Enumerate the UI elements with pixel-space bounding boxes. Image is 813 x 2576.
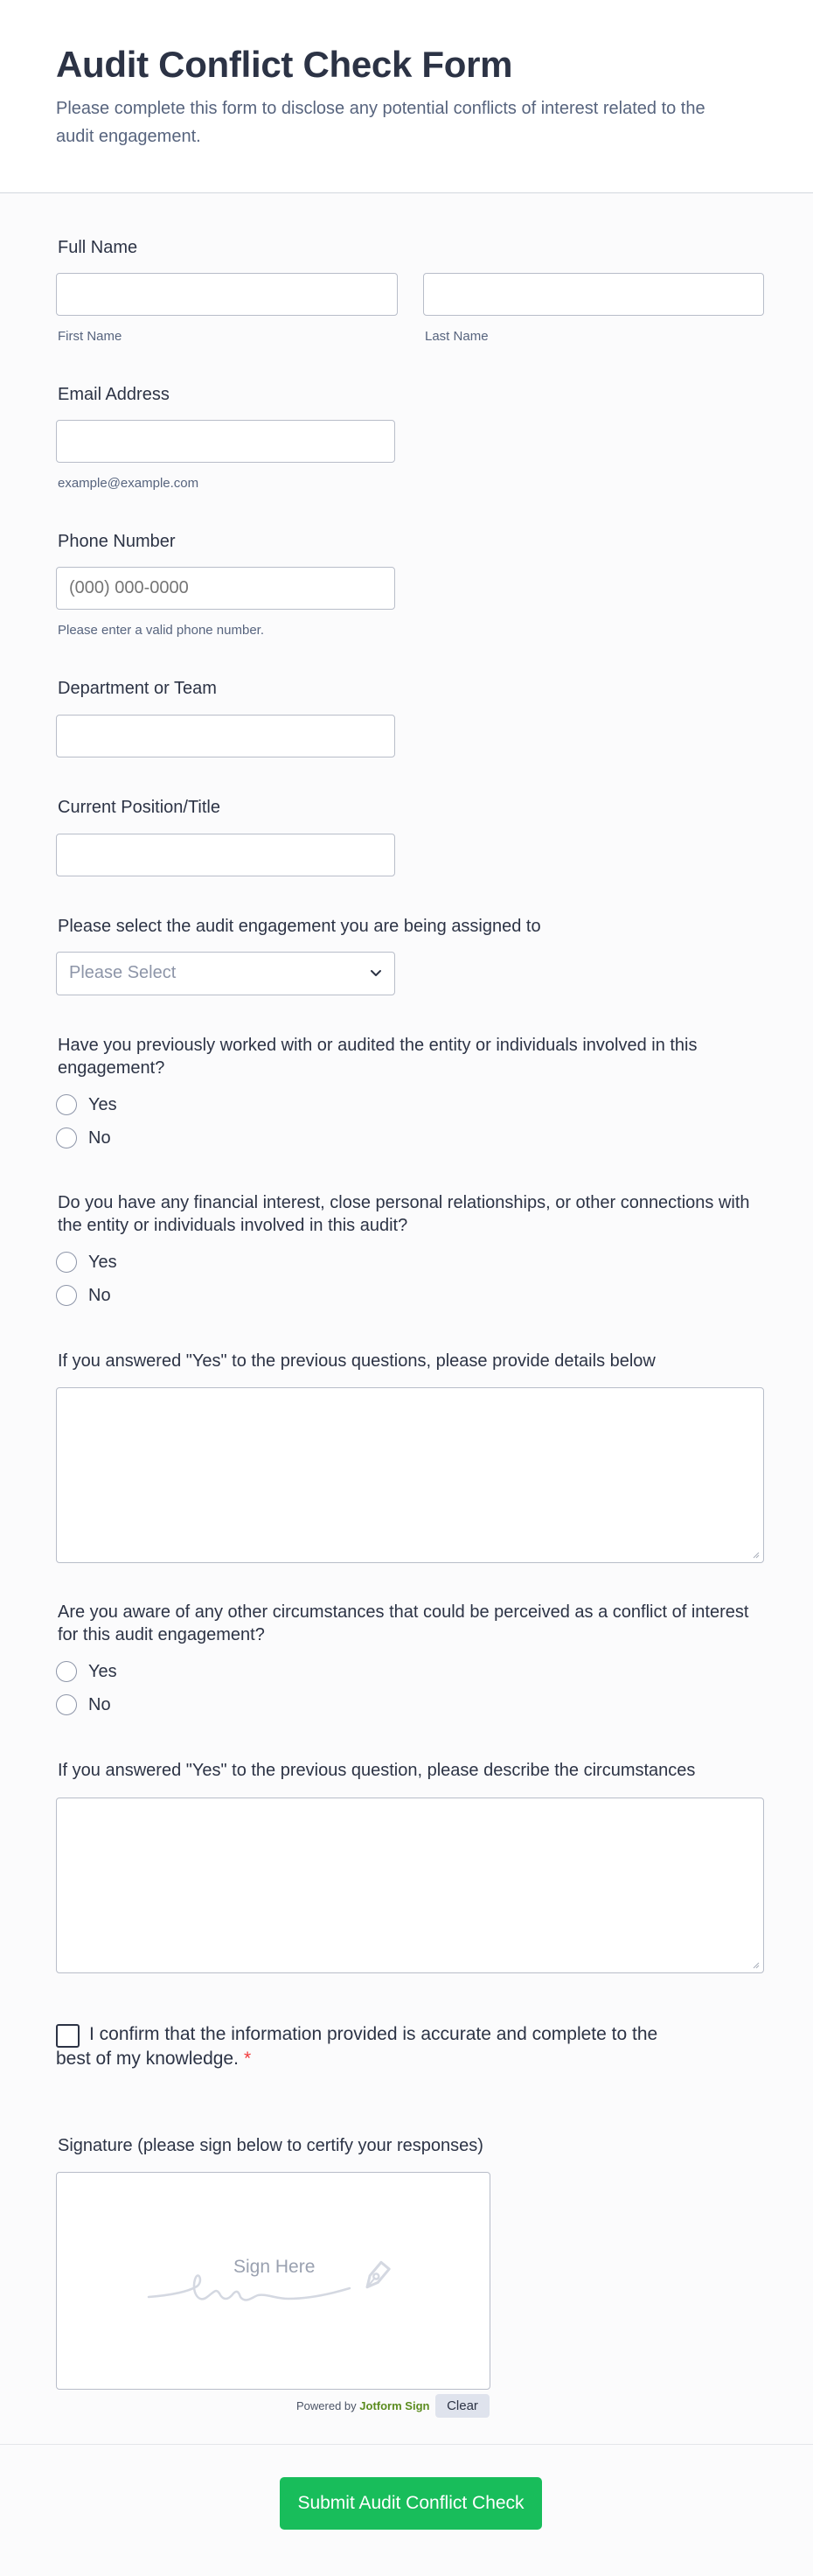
circumstances-textarea[interactable]	[56, 1798, 764, 1973]
other-circumstances-no-option[interactable]	[56, 1693, 111, 1717]
engagement-select[interactable]	[56, 952, 395, 995]
chevron-down-icon	[369, 966, 383, 980]
resize-grip-icon[interactable]	[751, 1960, 760, 1969]
confirmation-label	[56, 2022, 685, 2071]
confirmation-text: I confirm that the information provided is accurate and complete to the best of my knowledge.	[56, 2024, 658, 2069]
signature-placeholder: Sign Here	[233, 2257, 316, 2277]
signature-pad[interactable]	[56, 2172, 490, 2390]
previous-work-question: Have you previously worked with or audited the entity or individuals involved in this engagement?	[58, 1036, 698, 1078]
submit-button[interactable]: Submit Audit Conflict Check	[280, 2477, 542, 2530]
first-name-sublabel: First Name	[58, 329, 122, 344]
email-label: Email Address	[58, 385, 170, 404]
phone-sublabel: Please enter a valid phone number.	[58, 623, 264, 638]
required-mark: *	[243, 2049, 252, 2069]
email-input[interactable]	[56, 420, 395, 463]
other-circumstances-question: Are you aware of any other circumstances that could be perceived as a conflict of interest for this audit engagement?	[58, 1602, 749, 1644]
form-title: Audit Conflict Check Form	[56, 44, 513, 85]
department-input[interactable]	[56, 715, 395, 757]
position-input[interactable]	[56, 834, 395, 876]
pen-nib-icon	[354, 2257, 396, 2299]
jotform-sign-brand: Jotform Sign	[359, 2399, 430, 2412]
position-label: Current Position/Title	[58, 798, 220, 817]
other-circumstances-yes-option[interactable]	[56, 1659, 117, 1684]
radio-button[interactable]	[56, 1694, 77, 1715]
clear-signature-button[interactable]: Clear	[435, 2394, 490, 2418]
radio-button[interactable]	[56, 1094, 77, 1115]
radio-button[interactable]	[56, 1661, 77, 1682]
engagement-selected-value: Please Select	[69, 963, 177, 982]
phone-label: Phone Number	[58, 532, 176, 551]
first-name-input[interactable]	[56, 273, 398, 316]
circumstances-label: If you answered "Yes" to the previous question, please describe the circumstances	[58, 1761, 696, 1780]
radio-label: Yes	[88, 1661, 117, 1681]
form-subtitle: Please complete this form to disclose any potential conflicts of interest related to the audit engagement.	[56, 99, 705, 146]
financial-interest-yes-option[interactable]	[56, 1250, 117, 1274]
confirmation-checkbox[interactable]	[56, 2024, 80, 2048]
last-name-input[interactable]	[423, 273, 764, 316]
powered-prefix: Powered by	[296, 2399, 357, 2412]
powered-by-text	[296, 2399, 429, 2412]
radio-label: No	[88, 1127, 111, 1148]
radio-label: No	[88, 1694, 111, 1714]
radio-label: No	[88, 1285, 111, 1305]
radio-button[interactable]	[56, 1252, 77, 1273]
phone-input[interactable]	[56, 567, 395, 610]
engagement-label: Please select the audit engagement you are being assigned to	[58, 917, 541, 936]
last-name-sublabel: Last Name	[425, 329, 489, 344]
radio-label: Yes	[88, 1094, 117, 1114]
radio-label: Yes	[88, 1252, 117, 1272]
full-name-label: Full Name	[58, 238, 138, 257]
radio-button[interactable]	[56, 1285, 77, 1306]
radio-button[interactable]	[56, 1127, 77, 1148]
resize-grip-icon[interactable]	[751, 1550, 760, 1559]
department-label: Department or Team	[58, 679, 217, 698]
financial-interest-question: Do you have any financial interest, close personal relationships, or other connections with the entity or individuals involved in this audit?	[58, 1193, 750, 1235]
email-sublabel: example@example.com	[58, 476, 199, 491]
previous-work-no-option[interactable]	[56, 1126, 111, 1150]
signature-label: Signature (please sign below to certify your responses)	[58, 2136, 483, 2155]
previous-work-yes-option[interactable]	[56, 1093, 117, 1117]
details-textarea[interactable]	[56, 1387, 764, 1563]
details-label: If you answered "Yes" to the previous questions, please provide details below	[58, 1351, 656, 1371]
financial-interest-no-option[interactable]	[56, 1283, 111, 1308]
form-header	[0, 0, 813, 193]
